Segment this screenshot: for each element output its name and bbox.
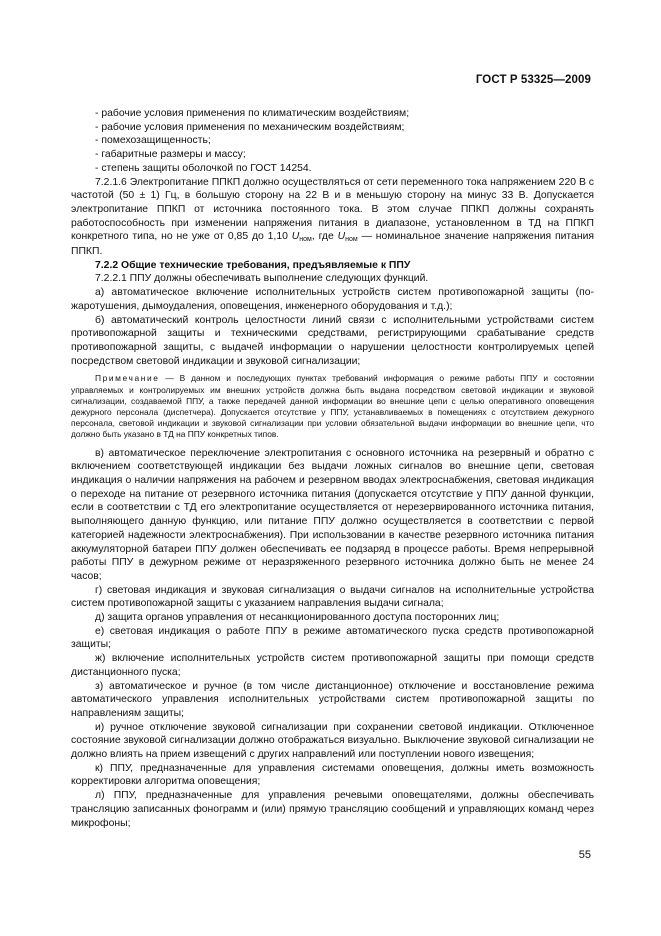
- voltage-subscript: ном: [345, 236, 358, 244]
- paragraph: 7.2.2.1 ППУ должны обеспечивать выполнение следующих функций.: [95, 273, 429, 285]
- document-body: [71, 107, 594, 830]
- paragraph: г) световая индикация и звуковая сигнализация о выдачи сигналов на исполнительные устройства систем противопожарной защиты с указанием направления выдачи сигнала;: [71, 584, 594, 610]
- paragraph: з) автоматическое и ручное (в том числе дистанционное) отключение и восстановление режима автоматического управления исполнительных устройствами систем противопожарной защиты по направлениям защиты;: [71, 680, 594, 719]
- paragraph: к) ППУ, предназначенные для управления системами оповещения, должны иметь возможность корректировки алгоритма оповещения;: [71, 762, 594, 788]
- standard-header: ГОСТ Р 53325—2009: [475, 74, 591, 86]
- power-text: 7.2.1.6 Электропитание ППКП должно осуществляться от сети переменного тока напряжением 220 В с частотой (50 ± 1) Гц, в большую сторону на 22 В и в меньшую сторону на минус 33 В. Допускается электропитание ППКП от источника постоянного тока. В этом случае ППКП должны сохранять работоспособность при изменении напряжения питания в диапазоне, установленном в ТД на ППКП конкретного типа, но не уже от 0,85 до 1,10: [71, 176, 594, 243]
- paragraph: б) автоматический контроль целостности линий связи с исполнительными устройствами систем противопожарной защиты и техническими средствами, регистрирующими срабатывание средств противопожарной защиты, с выдачей информации о нарушении целостности контролируемых цепей посредством световой индикации и звуковой сигнализации;: [71, 314, 594, 367]
- list-item: - рабочие условия применения по механическим воздействиям;: [95, 121, 405, 133]
- power-supply-paragraph: [71, 176, 594, 259]
- note-text: — В данном и последующих пунктах требований информация о режиме работы ППУ и состоянии управляемых и контролируемых им внешних устройств должна быть выдана посредством световой индикации и звуковой сигнализации, создаваемой ППУ, а также передачей данной информации во внешние цепи с целью оперативного оповещения дежурного персонала (диспетчера). Допускается отсутствие у ППУ, устанавливаемых в помещениях с отсутствием дежурного персонала, световой индикации и звуковой сигнализации при условии обязательной выдачи информации во внешние цепи, что должно быть указано в ТД на ППУ конкретных типов.: [71, 373, 594, 440]
- note: [71, 373, 594, 440]
- paragraph: ж) включение исполнительных устройств систем противопожарной защиты при помощи средств дистанционного пуска;: [71, 653, 594, 678]
- voltage-symbol: U: [291, 231, 300, 243]
- paragraph: и) ручное отключение звуковой сигнализации при сохранении световой индикации. Отключенное состояние звуковой сигнализации должно отображаться визуально. Выключение звуковой сигнализации не должно влиять на прием извещений с других направлений или поступлении нового извещения;: [71, 721, 594, 761]
- section-heading: 7.2.2 Общие технические требования, предъявляемые к ППУ: [95, 259, 411, 271]
- paragraph: в) автоматическое переключение электропитания с основного источника на резервный и обратно с включением соответствующей индикации без выдачи ложных сигналов во внешние цепи, световая индикация о наличии напряжения на рабочем и резервном вводах электроснабжения, световая индикация о переходе на питание от резервного источника питания (допускается отсутствие у ППУ данной функции, если в соответствии с ТД его электропитание осуществляется от нерезервированного источника питания, выполняющего данную функцию, или питание ППУ должно осуществляется в соответствии с первой категорией надежности электроснабжения). При использовании в качестве резервного источника питания аккумуляторной батареи ППУ должен обеспечивать ее подзаряд в процессе работы. Время непрерывной работы ППУ в дежурном режиме от неразряженного резервного источника должно быть не менее 24 часов;: [71, 447, 594, 582]
- voltage-subscript: ном: [299, 236, 312, 244]
- paragraph: д) защита органов управления от несанкционированного доступа посторонних лиц;: [95, 612, 500, 624]
- paragraph: а) автоматическое включение исполнительных устройств систем противопожарной защиты (пожаротушения, дымоудаления, оповещения, инженерного оборудования и т.д.);: [71, 287, 594, 312]
- power-text: , где: [311, 231, 338, 243]
- page-number: 55: [578, 849, 591, 861]
- voltage-symbol: U: [337, 231, 346, 243]
- list-item: - рабочие условия применения по климатическим воздействиям;: [95, 108, 410, 119]
- paragraph: л) ППУ, предназначенные для управления речевыми оповещателями, должны обеспечивать трансляцию записанных фонограмм и (или) прямую трансляцию сообщений и управляющих команд через микрофоны;: [71, 790, 594, 829]
- paragraph: е) световая индикация о работе ППУ в режиме автоматического пуска средств противопожарной защиты;: [71, 625, 594, 651]
- list-item: - помехозащищенность;: [95, 135, 211, 147]
- list-item: - габаритные размеры и массу;: [95, 149, 246, 161]
- note-label: Примечание: [95, 373, 160, 384]
- characteristics-list: [71, 107, 594, 176]
- power-text: — номинальное значение напряжения питания ППКП.: [71, 231, 594, 258]
- list-item: - степень защиты оболочкой по ГОСТ 14254.: [95, 162, 312, 174]
